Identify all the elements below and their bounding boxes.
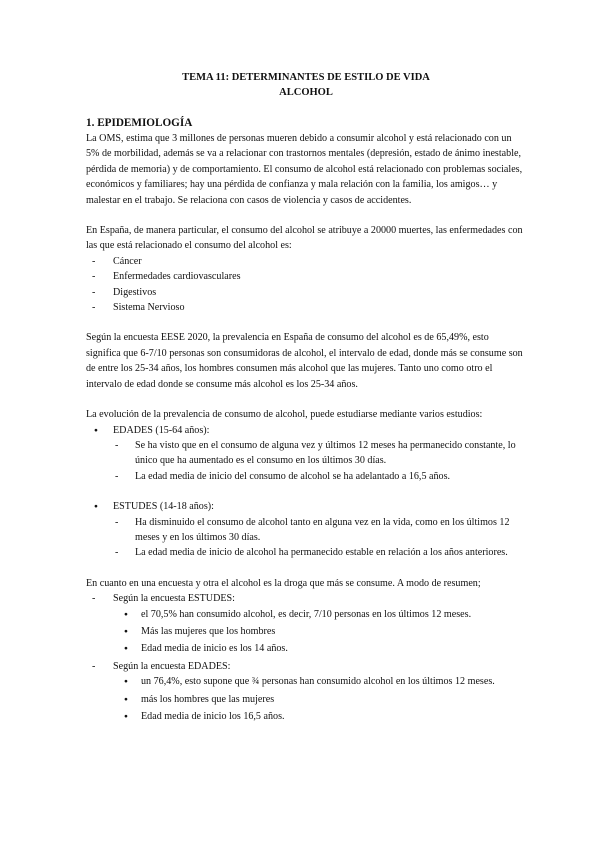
- study-label: ESTUDES (14-18 años):: [113, 501, 214, 513]
- summary-estudes: [86, 591, 526, 657]
- paragraph-oms: La OMS, estima que 3 millones de personas mueren debido a consumir alcohol y está relacionado con un 5% de morbilidad, además se va a relacionar con trastornos mentales (depresión, estado de ánimo inestable, pérdida de memoria) y de comportamiento. El consumo de alcohol está relacionado con problemas sociales, económicos y familiares; hay una pérdida de confianza y mala relación con la familia, los amigos… y malestar en el trabajo. Se relaciona con casos de violencia y casos de accidentes.: [86, 133, 523, 206]
- list-item: - Ha disminuido el consumo de alcohol tanto en alguna vez en la vida, como en los últimos 12 meses y en los últimos 30 días.: [106, 515, 526, 546]
- list-item: ● un 76,4%, esto supone que ¾ personas han consumido alcohol en los últimos 12 meses.: [124, 674, 526, 689]
- list-item: ● el 70,5% han consumido alcohol, es decir, 7/10 personas en los últimos 12 meses.: [124, 607, 526, 622]
- disease-list: [86, 254, 526, 316]
- paragraph-evolucion: La evolución de la prevalencia de consumo de alcohol, puede estudiarse mediante varios estudios:: [86, 409, 483, 421]
- list-item: - La edad media de inicio del consumo de alcohol se ha adelantado a 16,5 años.: [106, 469, 526, 484]
- study-label: EDADES (15-64 años):: [113, 424, 210, 436]
- summary-label: Según la encuesta EDADES:: [113, 660, 231, 672]
- list-item: - Digestivos: [86, 285, 526, 300]
- list-item: - Se ha visto que en el consumo de alguna vez y últimos 12 meses ha permanecido constante, lo único que ha aumentado es el consumo en los últimos 30 días.: [106, 438, 526, 469]
- summary-edades: [86, 659, 526, 725]
- study-edades: [86, 423, 526, 485]
- study-estudes: [86, 499, 526, 561]
- paragraph-espana: En España, de manera particular, el consumo del alcohol se atribuye a 20000 muertes, las enfermedades con las que está relacionado el consumo del alcohol es:: [86, 225, 523, 252]
- document-title: TEMA 11: DETERMINANTES DE ESTILO DE VIDA: [182, 72, 430, 83]
- studies-list-2: [86, 499, 526, 561]
- summary-label: Según la encuesta ESTUDES:: [113, 593, 235, 605]
- document-page: [86, 70, 526, 726]
- list-item: ● más los hombres que las mujeres: [124, 692, 526, 707]
- summary-list: [86, 591, 526, 724]
- list-item: ● Más las mujeres que los hombres: [124, 624, 526, 639]
- paragraph-eese: Según la encuesta EESE 2020, la prevalencia en España de consumo del alcohol es de 65,49%, esto significa que 6-7/10 personas son consumidoras de alcohol, el intervalo de edad, donde más se consume son de entre los 25-34 años, los hombres consumen más alcohol que las mujeres. Tanto uno como otro el intervalo de edad donde se consume más alcohol es los 25-34 años.: [86, 332, 523, 390]
- summary-findings: [86, 674, 526, 724]
- list-item: - Enfermedades cardiovasculares: [86, 269, 526, 284]
- section-heading-epidemiologia: 1. EPIDEMIOLOGÍA: [86, 117, 193, 129]
- list-item: ● Edad media de inicio los 16,5 años.: [124, 709, 526, 724]
- study-findings: [86, 515, 526, 561]
- study-findings: [86, 438, 526, 484]
- studies-list: [86, 423, 526, 485]
- list-item: - Cáncer: [86, 254, 526, 269]
- summary-findings: [86, 607, 526, 657]
- list-item: ● Edad media de inicio es los 14 años.: [124, 641, 526, 656]
- document-subtitle: ALCOHOL: [279, 87, 333, 98]
- list-item: - La edad media de inicio de alcohol ha permanecido estable en relación a los años anteriores.: [106, 545, 526, 560]
- list-item: - Sistema Nervioso: [86, 300, 526, 315]
- paragraph-resumen: En cuanto en una encuesta y otra el alcohol es la droga que más se consume. A modo de resumen;: [86, 577, 481, 589]
